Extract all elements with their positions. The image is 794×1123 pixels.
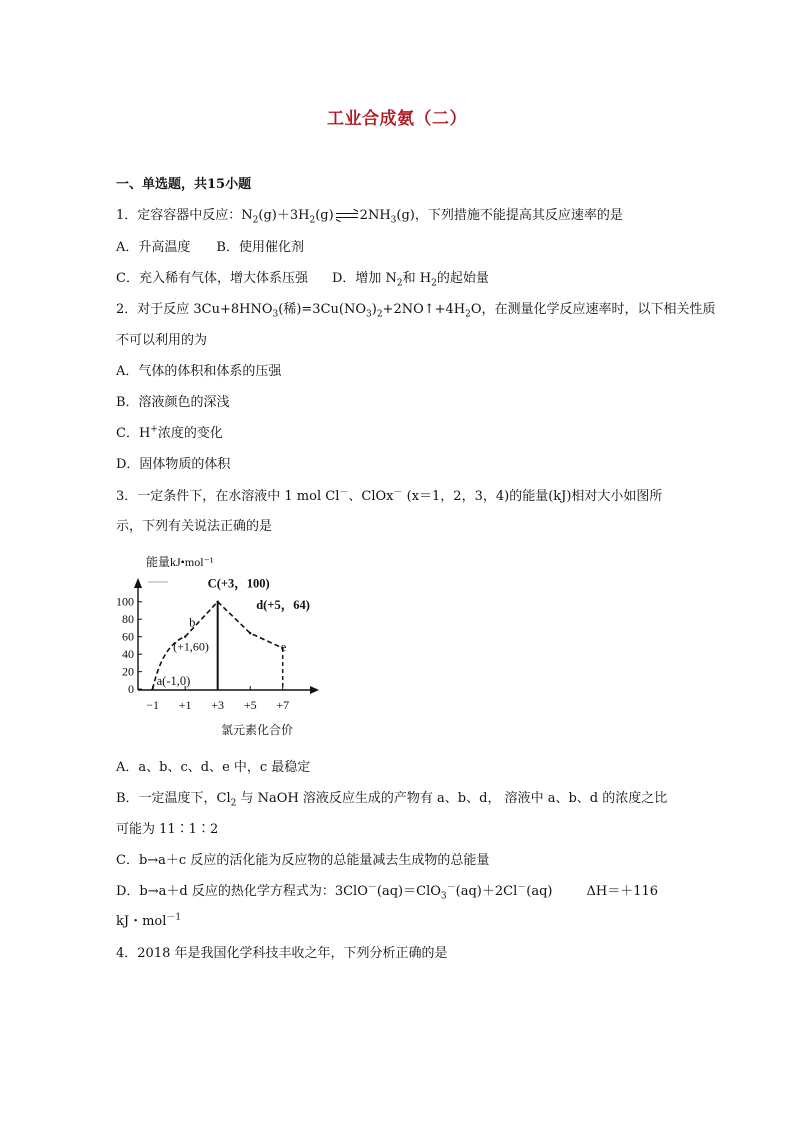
chart-point [184,635,186,637]
chart-point-label: e [280,640,287,655]
question-4-stem: 4．2018 年是我国化学科技丰收之年，下列分析正确的是 [116,946,448,961]
question-2-stem-cont: 不可以利用的为 [116,333,208,348]
chart-y-axis-arrow-icon [134,578,142,588]
q3-option-a: A．a、b、c、d、e 中，c 最稳定 [116,760,311,775]
question-1-options-ab [116,239,304,257]
q2-option-a: A．气体的体积和体系的压强 [116,364,282,379]
q1-option-c: C．充入稀有气体，增大体系压强 [116,271,308,286]
q2-option-b: B．溶液颜色的深浅 [116,395,230,410]
chart-point-label: C(+3，100) [207,576,270,591]
equilibrium-arrow-icon [336,211,358,221]
chart-y-tick-label: 60 [122,629,134,644]
question-2-stem: 2．对于反应 $3Cu+8HNO_3$(稀)$=3Cu(NO_3)_2+2NO↑+4H_2O$，在测量化学反应速率时，以下相关性质 [116,302,716,320]
q3-option-b-cont: 可能为 11∶1∶2 [116,822,219,837]
chart-x-tick-label: +3 [211,698,225,712]
q2-option-c: C．H+浓度的变化 [116,424,223,441]
chart-x-tick-label: +1 [178,698,192,712]
chart-point [151,688,153,690]
chart-x-tick-label: +5 [243,698,257,712]
chart-point-label: b [189,615,196,630]
q3-option-c: C．b→a＋c 反应的活化能为反应物的总能量减去生成物的总能量 [116,853,490,868]
chart-x-axis-label: 氯元素化合价 [220,723,294,737]
question-1-stem: 1．定容容器中反应：$N_2(g)+3H_2(g)$ $2NH_3(g)$，下列措施不能提高其反应速率的是 [116,208,623,226]
chart-point-label: (+1,60) [173,639,209,654]
chart-x-tick-label: +7 [276,698,290,712]
chart-point-label: a(-1,0) [156,674,191,689]
q1-option-a: A．升高温度 [116,240,191,255]
document-title: 工业合成氨（二） [327,109,467,129]
chart-y-tick-label: 20 [122,664,134,679]
question-3-stem: 3．一定条件下，在水溶液中 1 mol Cl－、ClOx－ (x＝1，2，3，4)的能量(kJ)相对大小如图所 [116,487,663,504]
chart-y-tick-label: 0 [128,682,134,697]
energy-chart [116,548,336,744]
section-heading: 一、单选题，共15小题 [116,177,252,192]
chart-y-tick-label: 80 [122,612,134,627]
q3-option-d-cont: kJ・mol$^{-1}$ [116,912,182,929]
q1-option-d: D．增加 $N_2$和 $H_2$的起始量 [331,271,489,289]
chart-x-axis-arrow-icon [310,686,319,694]
chart-point [216,601,218,603]
chart-y-tick-label: 100 [116,594,134,609]
q3-option-b: B．一定温度下，$Cl_2$ 与 NaOH 溶液反应生成的产物有 a、b、d， 溶液中 a、b、d 的浓度之比 [116,791,668,809]
chart-x-tick-label: −1 [146,698,160,712]
chart-y-axis-label: 能量kJ•mol⁻¹ [146,555,214,569]
q2-option-d: D．固体物质的体积 [116,457,231,472]
q1-option-b: B．使用催化剂 [216,240,304,255]
question-1-options-cd [116,270,489,288]
chart-point [249,632,251,634]
q3-option-d: D．b→a＋d 反应的热化学方程式为：3ClO－(aq)＝ClO$_3$－(aq)＋2Cl－(aq) ΔH＝＋116 [116,882,659,902]
chart-point-label: d(+5，64) [256,598,310,613]
question-3-stem-cont: 示，下列有关说法正确的是 [116,519,273,534]
chart-y-tick-label: 40 [122,647,134,662]
